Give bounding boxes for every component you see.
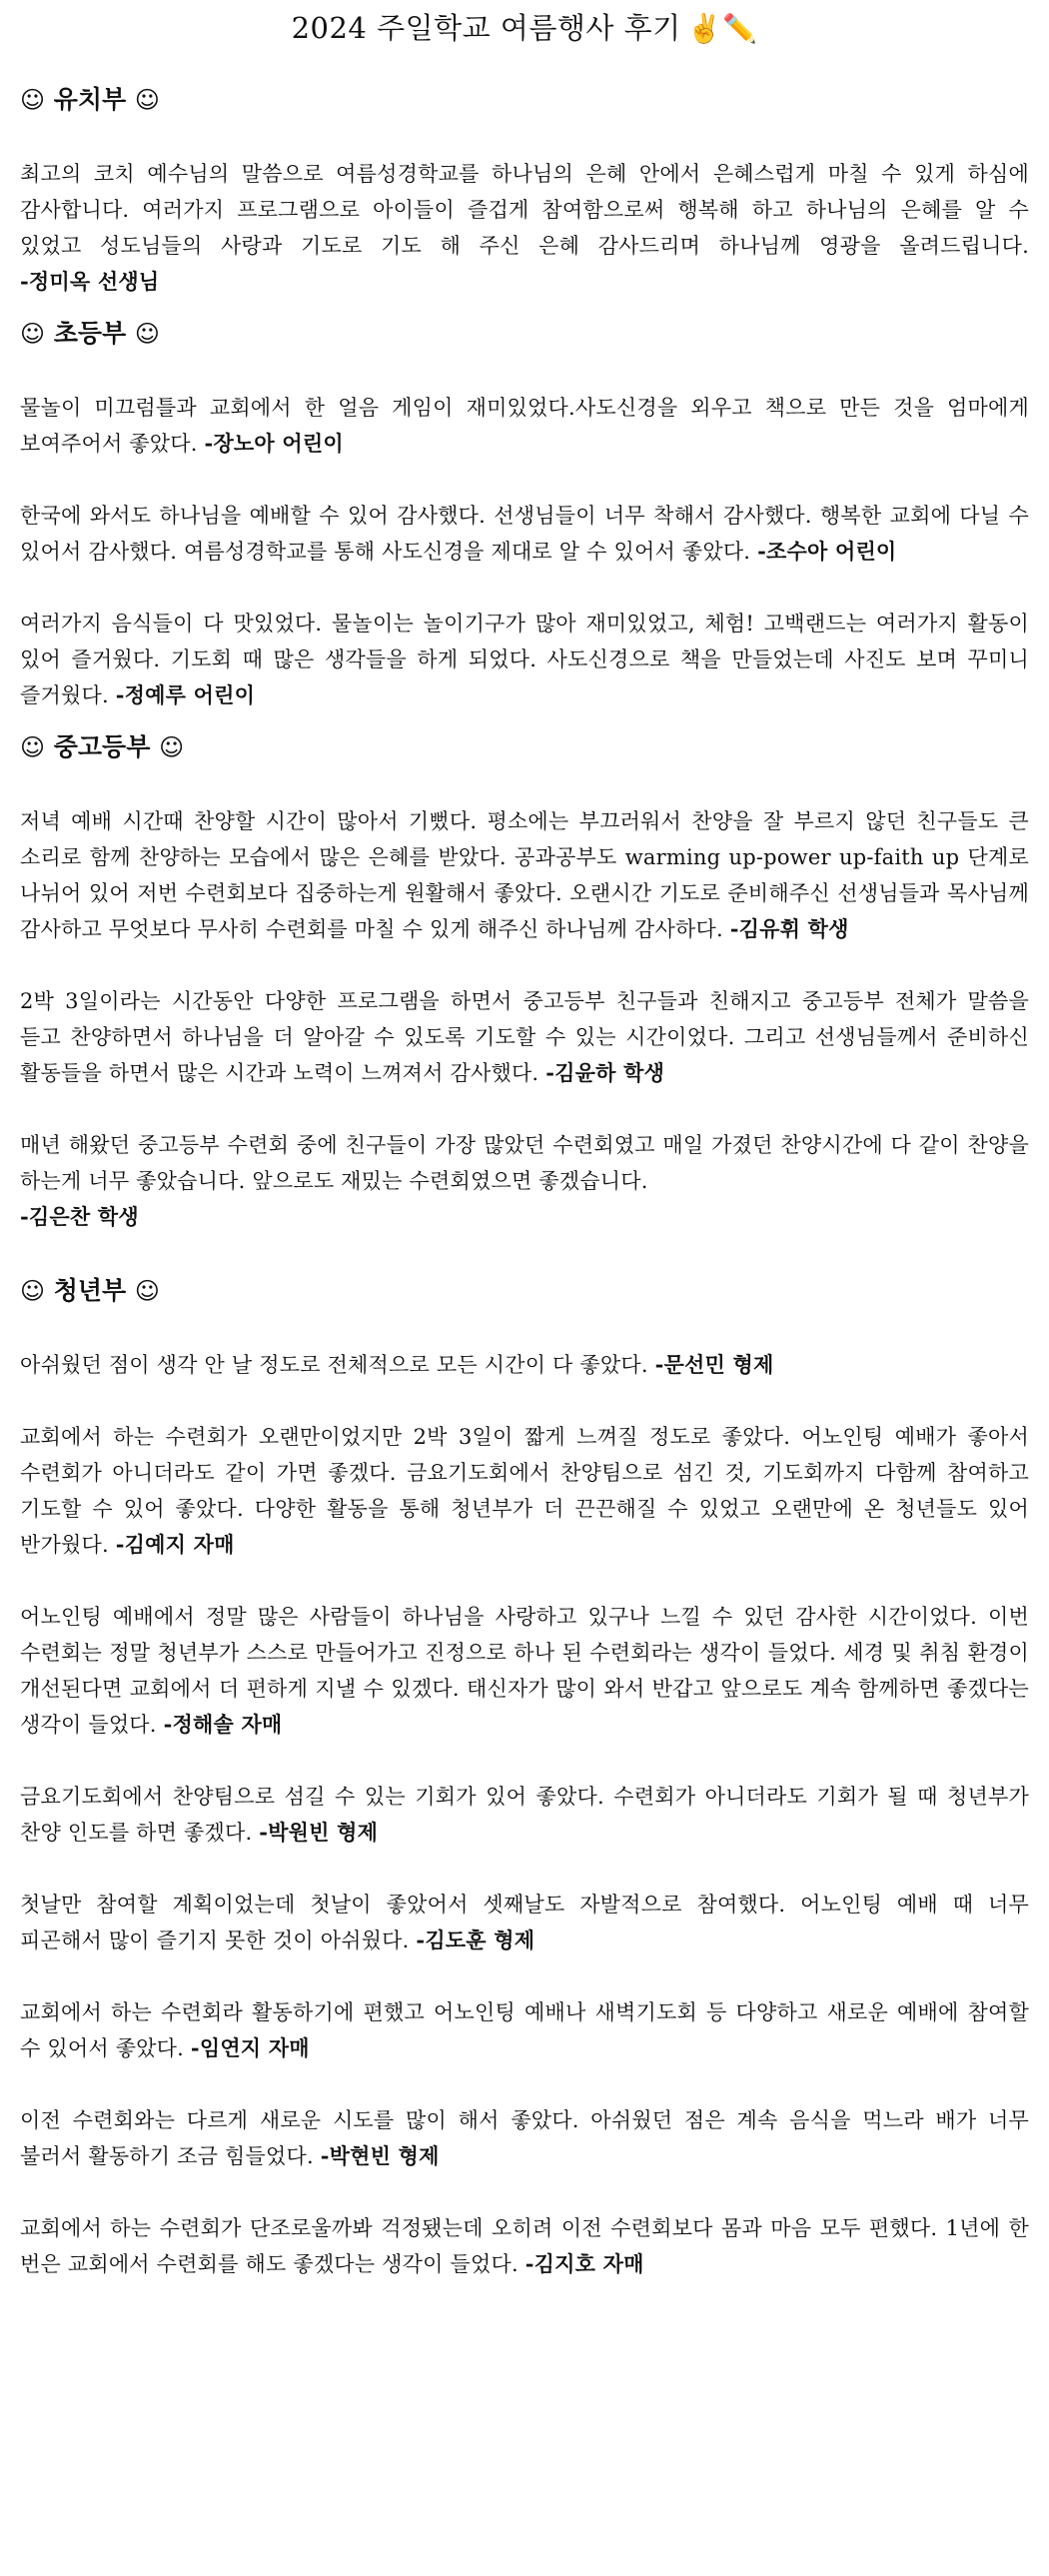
review-author: -임연지 자매 xyxy=(190,2035,310,2060)
review-author: -김예지 자매 xyxy=(115,1532,235,1557)
review-entry xyxy=(20,1127,1029,1235)
review-entry xyxy=(20,1887,1029,1958)
section-kindergarten xyxy=(20,80,1029,300)
review-entry xyxy=(20,1347,1029,1383)
section-name: 중고등부 xyxy=(53,732,151,761)
smile-icon: ☺ xyxy=(134,320,160,348)
review-author: -장노아 어린이 xyxy=(204,431,344,456)
review-author: -김유휘 학생 xyxy=(729,916,849,941)
review-author: -조수아 어린이 xyxy=(757,539,897,564)
section-name: 초등부 xyxy=(53,319,127,348)
review-author: -정미옥 선생님 xyxy=(20,269,160,294)
review-text: 한국에 와서도 하나님을 예배할 수 있어 감사했다. 선생님들이 너무 착해서 감사했다. 행복한 교회에 다닐 수 있어서 감사했다. 여름성경학교를 통해 사도신경을 제대로 알 수 있어서 좋았다. xyxy=(20,504,1029,564)
review-author: -박원빈 형제 xyxy=(259,1820,379,1845)
review-entry xyxy=(20,983,1029,1091)
section-youth xyxy=(20,727,1029,1235)
review-text: 물놀이 미끄럼틀과 교회에서 한 얼음 게임이 재미있었다.사도신경을 외우고 책으로 만든 것을 엄마에게 보여주어서 좋았다. xyxy=(20,396,1029,456)
review-entry xyxy=(20,498,1029,570)
review-author: -김도훈 형제 xyxy=(416,1928,535,1952)
review-text: 최고의 코치 예수님의 말씀으로 여름성경학교를 하나님의 은혜 안에서 은혜스럽게 마칠 수 있게 하심에 감사합니다. 여러가지 프로그램으로 아이들이 즐겁게 참여함으로써 행복해 하고 하나님의 은혜를 알 수 있었고 성도님들의 사랑과 기도로 기도 해 주신 은혜 감사드리며 하나님께 영광을 올려드립니다. xyxy=(20,162,1029,258)
review-text: 이전 수련회와는 다르게 새로운 시도를 많이 해서 좋았다. 아쉬웠던 점은 계속 음식을 먹느라 배가 너무 불러서 활동하기 조금 힘들었다. xyxy=(20,2108,1029,2168)
review-text: 교회에서 하는 수련회가 단조로울까봐 걱정됐는데 오히려 이전 수련회보다 몸과 마음 모두 편했다. 1년에 한 번은 교회에서 수련회를 해도 좋겠다는 생각이 들었다. xyxy=(20,2216,1029,2276)
review-entry xyxy=(20,156,1029,300)
smile-icon: ☺ xyxy=(20,1277,46,1305)
review-text: 아쉬웠던 점이 생각 안 날 정도로 전체적으로 모든 시간이 다 좋았다. xyxy=(20,1353,648,1377)
review-author: -김윤하 학생 xyxy=(545,1060,665,1085)
review-text: 2박 3일이라는 시간동안 다양한 프로그램을 하면서 중고등부 친구들과 친해지고 중고등부 전체가 말씀을 듣고 찬양하면서 하나님을 더 알아갈 수 있도록 기도할 수 있는 시간이었다. 그리고 선생님들께서 준비하신 활동들을 하면서 많은 시간과 노력이 느껴져서 감사했다. xyxy=(20,989,1029,1085)
review-entry xyxy=(20,1419,1029,1563)
section-heading xyxy=(20,314,1029,354)
review-entry xyxy=(20,1994,1029,2066)
review-entry xyxy=(20,2210,1029,2282)
review-text: 어노인팅 예배에서 정말 많은 사람들이 하나님을 사랑하고 있구나 느낄 수 있던 감사한 시간이었다. 이번 수련회는 정말 청년부가 스스로 만들어가고 진정으로 하나 된 수련회라는 생각이 들었다. 세경 및 취침 환경이 개선된다면 교회에서 더 편하게 지낼 수 있겠다. 태신자가 많이 와서 반갑고 앞으로도 계속 함께하면 좋겠다는 생각이 들었다. xyxy=(20,1605,1029,1737)
review-author: -김지호 자매 xyxy=(524,2251,644,2276)
review-author: -정예루 어린이 xyxy=(115,682,256,707)
review-entry xyxy=(20,1599,1029,1743)
smile-icon: ☺ xyxy=(134,1277,160,1305)
smile-icon: ☺ xyxy=(20,86,46,114)
page-title xyxy=(20,0,1029,50)
section-heading xyxy=(20,80,1029,120)
review-text: 매년 해왔던 중고등부 수련회 중에 친구들이 가장 많았던 수련회였고 매일 가졌던 찬양시간에 다 같이 찬양을 하는게 너무 좋았습니다. 앞으로도 재밌는 수련회였으면 좋겠습니다. xyxy=(20,1133,1029,1193)
review-text: 교회에서 하는 수련회라 활동하기에 편했고 어노인팅 예배나 새벽기도회 등 다양하고 새로운 예배에 참여할 수 있어서 좋았다. xyxy=(20,2000,1029,2060)
review-text: 첫날만 참여할 계획이었는데 첫날이 좋았어서 셋째날도 자발적으로 참여했다. 어노인팅 예배 때 너무 피곤해서 많이 즐기지 못한 것이 아쉬웠다. xyxy=(20,1893,1029,1952)
section-heading xyxy=(20,1271,1029,1311)
review-entry xyxy=(20,606,1029,713)
section-young-adults xyxy=(20,1271,1029,2282)
smile-icon: ☺ xyxy=(20,733,46,761)
smile-icon: ☺ xyxy=(159,733,185,761)
section-name: 청년부 xyxy=(53,1276,127,1305)
review-author: -문선민 형제 xyxy=(654,1352,774,1377)
review-text: 저녁 예배 시간때 찬양할 시간이 많아서 기뻤다. 평소에는 부끄러워서 찬양을 잘 부르지 않던 친구들도 큰 소리로 함께 찬양하는 모습에서 많은 은혜를 받았다. 공과공부도 warming up-power up-faith up 단계로 나뉘어 있어 저번 수련회보다 집중하는게 원활해서 좋았다. 오랜시간 기도로 준비해주신 선생님들과 목사님께 감사하고 무엇보다 무사히 수련회를 마칠 수 있게 해주신 하나님께 감사하다. xyxy=(20,809,1029,941)
smile-icon: ☺ xyxy=(134,86,160,114)
victory-pencil-icon: ✌️✏️ xyxy=(686,12,758,45)
section-name: 유치부 xyxy=(53,85,127,114)
title-text: 2024 주일학교 여름행사 후기 xyxy=(291,11,681,45)
section-elementary xyxy=(20,314,1029,713)
review-author: -박현빈 형제 xyxy=(320,2143,440,2168)
section-heading xyxy=(20,727,1029,767)
review-text: 금요기도회에서 찬양팀으로 섬길 수 있는 기회가 있어 좋았다. 수련회가 아니더라도 기회가 될 때 청년부가 찬양 인도를 하면 좋겠다. xyxy=(20,1785,1029,1845)
review-entry xyxy=(20,390,1029,462)
review-text: 교회에서 하는 수련회가 오랜만이었지만 2박 3일이 짧게 느껴질 정도로 좋았다. 어노인팅 예배가 좋아서 수련회가 아니더라도 같이 가면 좋겠다. 금요기도회에서 찬양팀으로 섬긴 것, 기도회까지 다함께 참여하고 기도할 수 있어 좋았다. 다양한 활동을 통해 청년부가 더 끈끈해질 수 있었고 오랜만에 온 청년들도 있어 반가웠다. xyxy=(20,1425,1029,1557)
review-author: -정해솔 자매 xyxy=(163,1712,283,1737)
review-author: -김은찬 학생 xyxy=(20,1204,139,1229)
smile-icon: ☺ xyxy=(20,320,46,348)
review-entry xyxy=(20,803,1029,947)
review-entry xyxy=(20,2102,1029,2174)
review-text: 여러가지 음식들이 다 맛있었다. 물놀이는 놀이기구가 많아 재미있었고, 체험! 고백랜드는 여러가지 활동이 있어 즐거웠다. 기도회 때 많은 생각들을 하게 되었다. 사도신경으로 책을 만들었는데 사진도 보며 꾸미니 즐거웠다. xyxy=(20,612,1029,707)
review-entry xyxy=(20,1779,1029,1851)
